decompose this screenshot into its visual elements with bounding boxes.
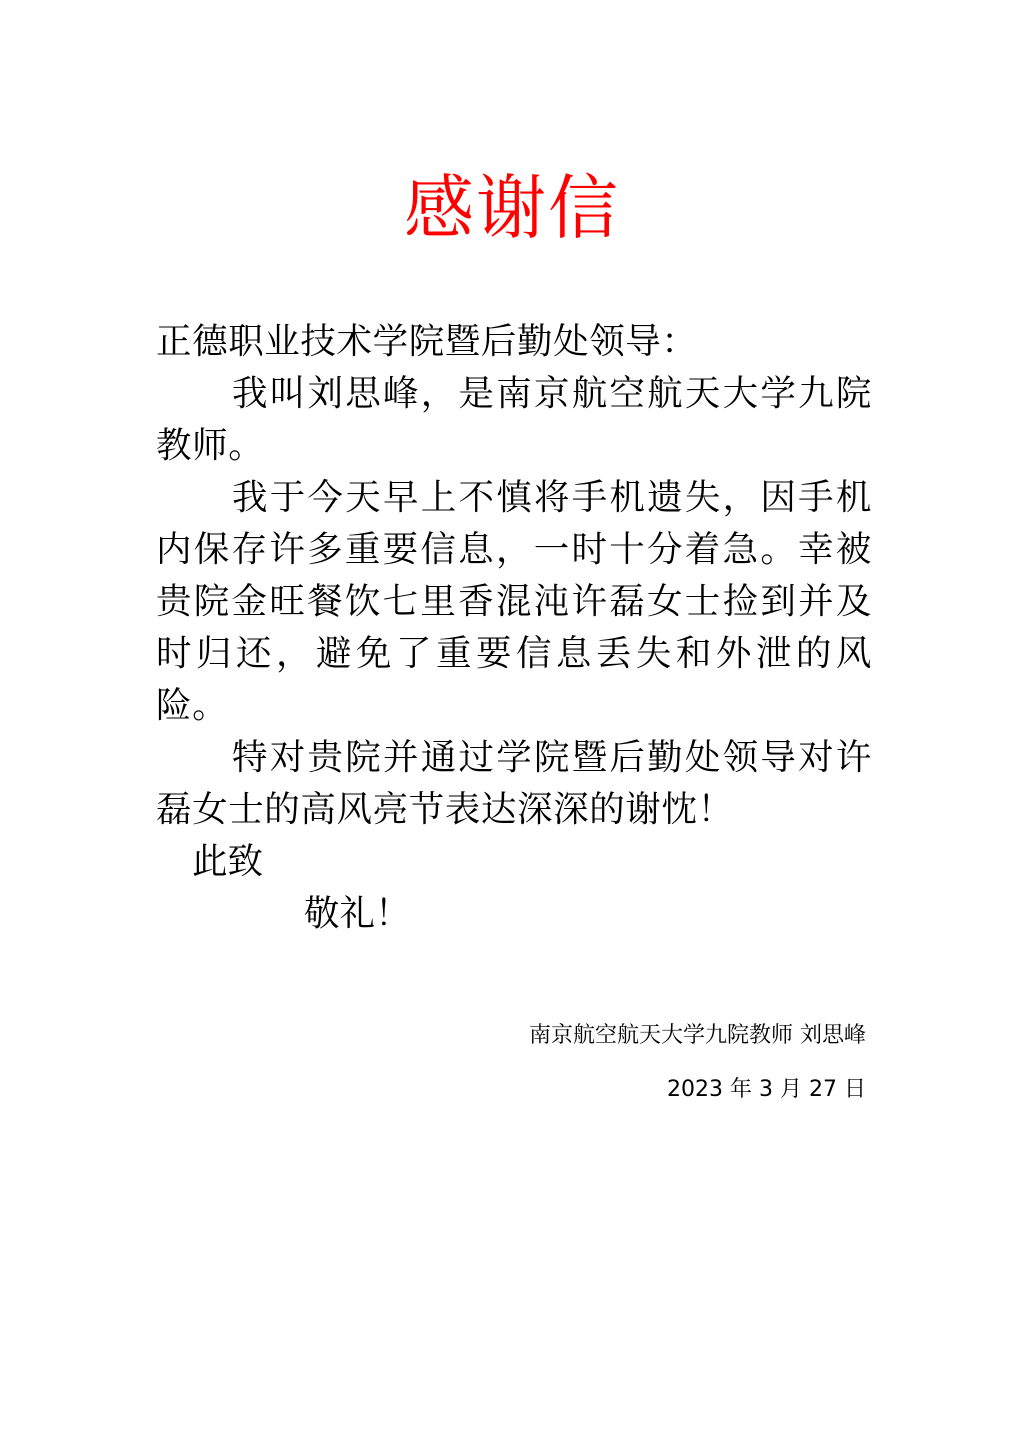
closing-phrase: 此致	[192, 841, 264, 882]
salutation: 正德职业技术学院暨后勤处领导：	[156, 321, 698, 362]
paragraph-introduction: 我叫刘思峰，是南京航空航天大学九院教师。	[156, 373, 872, 466]
closing-salute: 敬礼！	[304, 893, 411, 934]
paragraph-incident: 我于今天早上不慎将手机遗失，因手机内保存许多重要信息，一时十分着急。幸被贵院金旺餐饮七里香混沌许磊女士捡到并及时归还，避免了重要信息丢失和外泄的风险。	[156, 477, 872, 726]
signature: 南京航空航天大学九院教师 刘思峰	[529, 1023, 866, 1048]
letter-title: 感谢信	[404, 167, 620, 249]
paragraph-thanks: 特对贵院并通过学院暨后勤处领导对许磊女士的高风亮节表达深深的谢忱！	[156, 737, 872, 830]
letter-date: 2023 年 3 月 27 日	[667, 1077, 866, 1102]
